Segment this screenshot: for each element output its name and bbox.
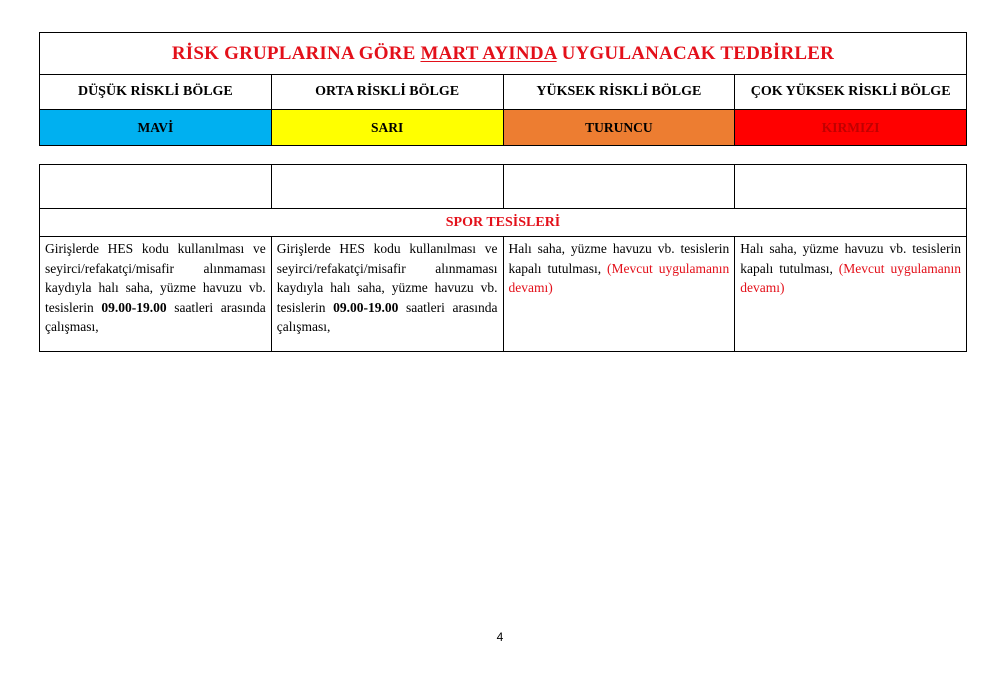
zone-high-header: YÜKSEK RİSKLİ BÖLGE (503, 75, 735, 110)
measure-text: Halı saha, yüzme havuzu vb. tesislerin kapalı tutulması, (740, 241, 961, 276)
measure-text: Girişlerde HES kodu kullanılması ve seyirci/refakatçi/misafir alınmaması kaydıyla halı saha, yüzme havuzu vb. tesislerin (276, 241, 498, 315)
measure-text: Girişlerde HES kodu kullanılması ve seyirci/refakatçi/misafir alınmaması kaydıyla halı saha, yüzme havuzu vb. tesislerin (45, 241, 266, 315)
zone-color-orange: TURUNCU (503, 110, 735, 146)
zone-medium-header: ORTA RİSKLİ BÖLGE (271, 75, 503, 110)
page-number: 4 (496, 630, 504, 644)
measure-very-high-zone (735, 237, 967, 352)
empty-cell (503, 165, 735, 209)
zone-very-high-header: ÇOK YÜKSEK RİSKLİ BÖLGE (735, 75, 967, 110)
measure-note: (Mevcut uygulamanın devamı) (508, 260, 730, 295)
measure-medium-zone (271, 237, 503, 352)
measure-text-end: saatleri arasında çalışması, (45, 299, 266, 334)
measure-text: Halı saha, yüzme havuzu vb. tesislerin kapalı tutulması, (508, 241, 730, 276)
measure-text-end: saatleri arasında çalışması, (276, 299, 498, 334)
zone-low-header: DÜŞÜK RİSKLİ BÖLGE (40, 75, 272, 110)
title-underlined: MART AYINDA (420, 42, 557, 64)
measure-hours: 09.00-19.00 (333, 299, 399, 315)
zone-color-blue: MAVİ (40, 110, 272, 146)
title-suffix: UYGULANACAK TEDBİRLER (556, 42, 835, 64)
title-prefix: RİSK GRUPLARINA GÖRE (171, 42, 421, 64)
measure-low-zone (40, 237, 272, 352)
measure-hours: 09.00-19.00 (101, 299, 167, 315)
zone-color-red: KIRMIZI (735, 110, 967, 146)
empty-cell (40, 165, 272, 209)
risk-groups-header-table (39, 32, 967, 146)
document-title (40, 33, 967, 75)
measure-note: (Mevcut uygulamanın devamı) (740, 260, 961, 295)
sports-facilities-table (39, 164, 967, 352)
empty-cell (271, 165, 503, 209)
empty-cell (735, 165, 967, 209)
zone-color-yellow: SARI (271, 110, 503, 146)
section-title: SPOR TESİSLERİ (40, 209, 967, 237)
measure-high-zone (503, 237, 735, 352)
